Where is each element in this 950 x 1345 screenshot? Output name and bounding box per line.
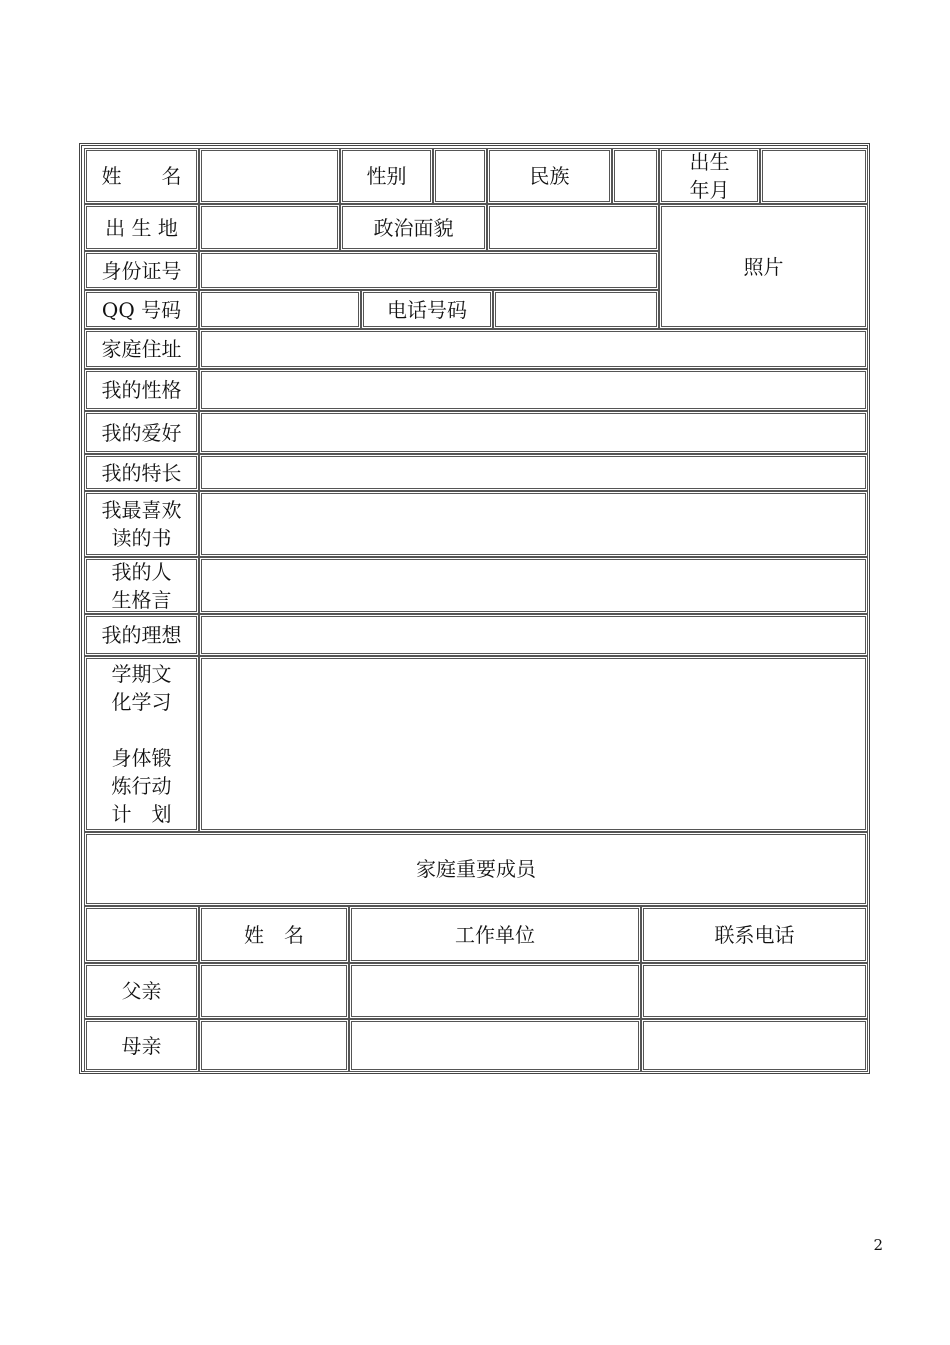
mother-name-field[interactable] xyxy=(199,1019,349,1072)
gender-field[interactable] xyxy=(433,148,487,204)
family-section-title: 家庭重要成员 xyxy=(84,832,868,906)
father-work-field[interactable] xyxy=(349,963,641,1019)
ideal-field[interactable] xyxy=(199,614,868,656)
birthplace-field[interactable] xyxy=(199,204,340,251)
mother-work-field[interactable] xyxy=(349,1019,641,1072)
mother-phone-field[interactable] xyxy=(641,1019,868,1072)
qq-label: QQ 号码 xyxy=(84,290,199,329)
study-exercise-plan-field[interactable] xyxy=(199,656,868,832)
family-row-father-label: 父亲 xyxy=(84,963,199,1019)
political-status-label: 政治面貌 xyxy=(340,204,487,251)
name-field[interactable] xyxy=(199,148,340,204)
family-col-work: 工作单位 xyxy=(349,906,641,963)
birthplace-label: 出 生 地 xyxy=(84,204,199,251)
personality-field[interactable] xyxy=(199,369,868,411)
phone-label: 电话号码 xyxy=(361,290,493,329)
gender-label: 性别 xyxy=(340,148,433,204)
life-motto-label: 我的人 生格言 xyxy=(84,557,199,614)
ethnicity-field[interactable] xyxy=(612,148,659,204)
student-info-form xyxy=(79,143,870,1074)
family-row-mother-label: 母亲 xyxy=(84,1019,199,1072)
personality-label: 我的性格 xyxy=(84,369,199,411)
favorite-book-field[interactable] xyxy=(199,491,868,557)
favorite-book-label: 我最喜欢 读的书 xyxy=(84,491,199,557)
page-number: 2 xyxy=(873,1236,883,1254)
ethnicity-label: 民族 xyxy=(487,148,612,204)
id-number-field[interactable] xyxy=(199,251,659,290)
hobby-label: 我的爱好 xyxy=(84,411,199,454)
hobby-field[interactable] xyxy=(199,411,868,454)
name-label: 姓 名 xyxy=(84,148,199,204)
family-header-blank xyxy=(84,906,199,963)
life-motto-field[interactable] xyxy=(199,557,868,614)
phone-field[interactable] xyxy=(493,290,659,329)
political-status-field[interactable] xyxy=(487,204,659,251)
family-col-phone: 联系电话 xyxy=(641,906,868,963)
specialty-label: 我的特长 xyxy=(84,454,199,491)
family-col-name: 姓 名 xyxy=(199,906,349,963)
photo-area[interactable]: 照片 xyxy=(659,204,868,329)
address-label: 家庭住址 xyxy=(84,329,199,369)
study-exercise-plan-label: 学期文 化学习 身体锻 炼行动 计 划 xyxy=(84,656,199,832)
address-field[interactable] xyxy=(199,329,868,369)
birth-date-field[interactable] xyxy=(760,148,868,204)
id-number-label: 身份证号 xyxy=(84,251,199,290)
birth-date-label: 出生 年月 xyxy=(659,148,760,204)
father-phone-field[interactable] xyxy=(641,963,868,1019)
qq-field[interactable] xyxy=(199,290,361,329)
ideal-label: 我的理想 xyxy=(84,614,199,656)
specialty-field[interactable] xyxy=(199,454,868,491)
father-name-field[interactable] xyxy=(199,963,349,1019)
